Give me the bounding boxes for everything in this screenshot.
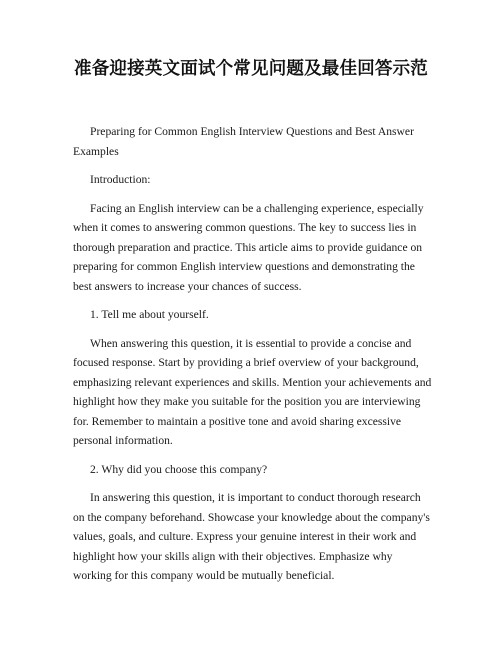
document-body — [73, 122, 433, 595]
question-2-heading: 2. Why did you choose this company? — [90, 462, 268, 476]
question-2-paragraph: In answering this question, it is important to conduct thorough research on the company beforehand. Showcase your knowledge about the company's values, goals, and culture. Express your genuine interest in their work and highlight how your skills align with their objectives. Emphasize why working for this company would be mutually beneficial. — [73, 491, 430, 582]
document-title: 准备迎接英文面试个常见问题及最佳回答示范 — [74, 59, 428, 79]
intro-heading: Introduction: — [90, 173, 151, 186]
intro-paragraph: Facing an English interview can be a challenging experience, especially when it comes to answering common questions. The key to success lies in thorough preparation and practice. This article aims to provide guidance on preparing for common English interview questions and demonstrating the best answers to increase your chances of success. — [73, 201, 424, 293]
document-subtitle: Preparing for Common English Interview Questions and Best Answer Examples — [73, 125, 414, 158]
question-1-heading: 1. Tell me about yourself. — [90, 308, 209, 321]
question-1-paragraph: When answering this question, it is essential to provide a concise and focused response. Start by providing a brief overview of your background, emphasizing relevant experiences and skills. Mention your achievements and highlight how they make you suitable for the position you are interviewing for. Remember to maintain a positive tone and avoid sharing excessive personal information. — [73, 336, 432, 447]
